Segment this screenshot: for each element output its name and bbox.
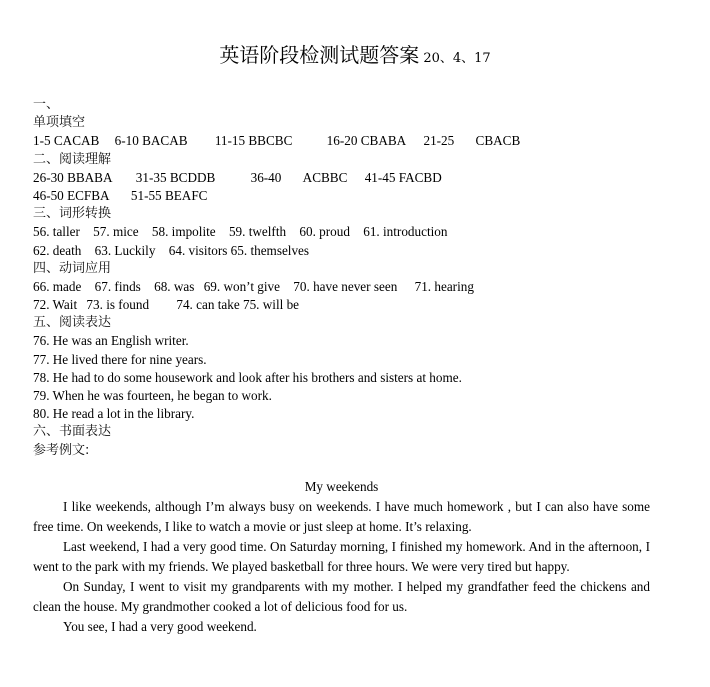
- sample-essay: [33, 477, 650, 637]
- answer-group: 31-35 BCDDB: [135, 169, 216, 185]
- answer-item: 72. Wait: [33, 297, 78, 313]
- answer-item: 71. hearing: [414, 278, 474, 294]
- section2-row1: [33, 169, 683, 187]
- essay-paragraph: On Sunday, I went to visit my grandparents with my mother. I helped my grandfather feed the chickens and clean the house. My grandmother cooked a lot of delicious food for us.: [33, 579, 650, 614]
- answer-group: ACBBC: [302, 169, 348, 185]
- section1-answers: [33, 132, 683, 150]
- section1-subheading: 单项填空: [33, 115, 86, 131]
- answer-group: 41-45 FACBD: [364, 169, 442, 185]
- answer-item: 68. was: [154, 278, 195, 294]
- section5-item: 77. He lived there for nine years.: [33, 351, 207, 367]
- section1-heading: 一、: [33, 97, 60, 112]
- section6-heading: 六、书面表达: [33, 424, 112, 440]
- answer-item: 70. have never seen: [293, 278, 398, 294]
- answer-item: 62. death: [33, 242, 82, 258]
- section5-heading: 五、阅读表达: [33, 315, 112, 331]
- sample-label: 参考例文:: [33, 442, 90, 458]
- section5-item: 76. He was an English writer.: [33, 333, 189, 349]
- essay-paragraph: You see, I had a very good weekend.: [63, 619, 257, 634]
- answer-item: 63. Luckily: [94, 242, 156, 258]
- date-text: 20、4、17: [423, 51, 491, 66]
- section2-heading: 二、阅读理解: [33, 151, 112, 167]
- answer-item: 56. taller: [33, 224, 80, 240]
- answer-item: 73. is found: [86, 297, 150, 313]
- answer-list: [33, 96, 683, 460]
- section5-item: 80. He read a lot in the library.: [33, 406, 195, 422]
- section4-heading: 四、动词应用: [33, 260, 112, 276]
- answer-item: 59. twelfth: [228, 224, 287, 240]
- answer-group: 1-5 CACAB: [33, 133, 100, 149]
- answer-group: 21-25: [423, 133, 455, 149]
- page-title: [0, 43, 710, 71]
- answer-item: 57. mice: [93, 224, 139, 240]
- section3-row1: [33, 223, 683, 241]
- answer-group: 11-15 BBCBC: [214, 133, 293, 149]
- answer-item: 58. impolite: [151, 224, 216, 240]
- answer-item: 64. visitors 65. themselves: [168, 242, 310, 258]
- answer-item: 74. can take 75. will be: [176, 297, 300, 313]
- answer-group: 36-40: [250, 169, 282, 185]
- answer-item: 66. made: [33, 278, 82, 294]
- answer-group: 51-55 BEAFC: [130, 187, 208, 203]
- title-text: 英语阶段检测试题答案: [219, 43, 420, 67]
- section3-heading: 三、词形转换: [33, 206, 112, 222]
- answer-item: 61. introduction: [363, 224, 448, 240]
- section3-row2: [33, 242, 683, 260]
- section4-row1: [33, 278, 683, 296]
- answer-group: 46-50 ECFBA: [33, 187, 110, 203]
- answer-group: 26-30 BBABA: [33, 169, 113, 185]
- answer-group: CBACB: [475, 133, 521, 149]
- answer-item: 69. won’t give: [203, 278, 280, 294]
- answer-item: 60. proud: [299, 224, 350, 240]
- section5-item: 78. He had to do some housework and look after his brothers and sisters at home.: [33, 369, 462, 385]
- essay-paragraph: I like weekends, although I’m always busy on weekends. I have much homework , but I can also have some free time. On weekends, I like to watch a movie or just sleep at home. It’s relaxing.: [33, 499, 650, 534]
- essay-paragraph: Last weekend, I had a very good time. On Saturday morning, I finished my homework. And in the afternoon, I went to the park with my friends. We played basketball for three hours. We were very tired but happy.: [33, 539, 650, 574]
- answer-group: 6-10 BACAB: [114, 133, 188, 149]
- answer-item: 67. finds: [94, 278, 141, 294]
- answer-group: 16-20 CBABA: [326, 133, 407, 149]
- section2-row2: [33, 187, 683, 205]
- essay-title: My weekends: [304, 479, 379, 494]
- section4-row2: [33, 296, 683, 314]
- section5-item: 79. When he was fourteen, he began to work.: [33, 388, 272, 403]
